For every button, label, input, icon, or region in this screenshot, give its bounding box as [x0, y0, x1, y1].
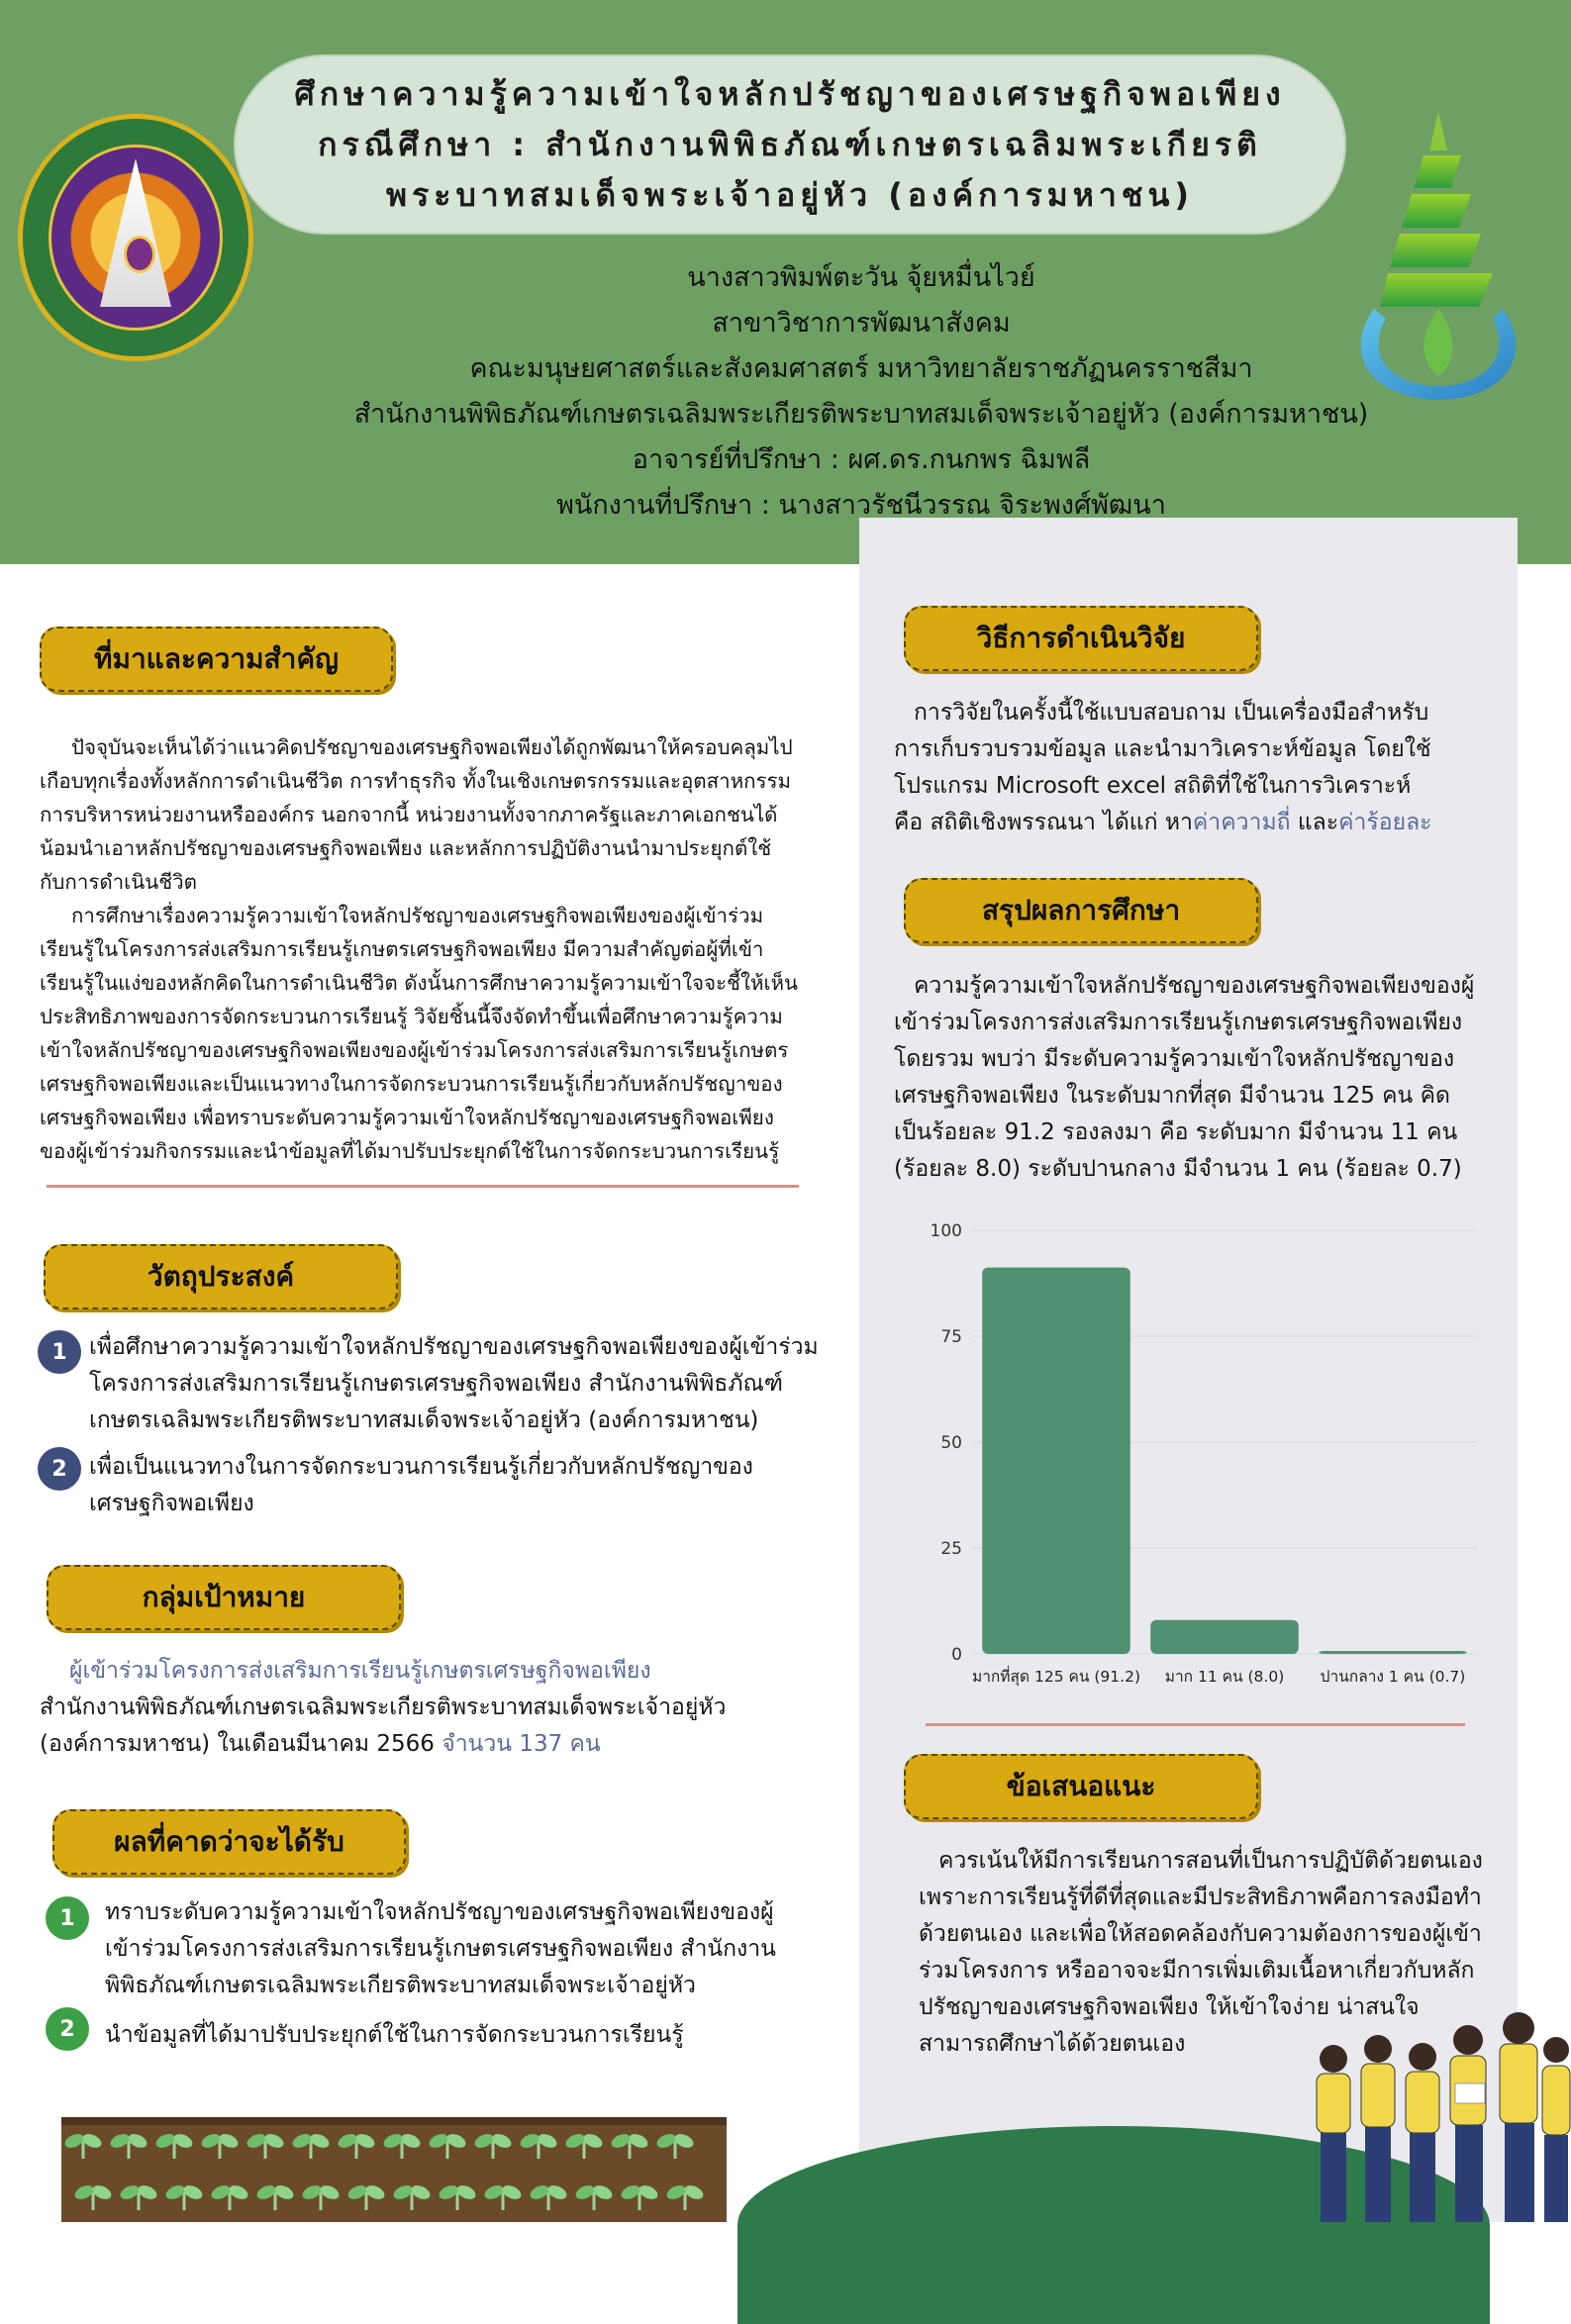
chart-y-tick-label: 25 [940, 1539, 962, 1559]
target-line-2: สำนักงานพิพิธภัณฑ์เกษตรเฉลิมพระเกียรติพระบาทสมเด็จพระเจ้าอยู่หัว [40, 1695, 727, 1720]
background-line: เกือบทุกเรื่องทั้งหลักการดำเนินชีวิต การทำธุรกิจ ทั้งในเชิงเกษตรกรรมและอุตสาหกรรม [40, 769, 792, 793]
expected-line: พิพิธภัณฑ์เกษตรเฉลิมพระเกียรติพระบาทสมเด็จพระเจ้าอยู่หัว [105, 1973, 696, 1998]
suggestion-line: ร่วมโครงการ หรืออาจจะมีการเพิ่มเติมเนื้อหาเกี่ยวกับหลัก [919, 1958, 1475, 1984]
section-label-objectives: วัตถุประสงค์ [44, 1244, 398, 1309]
background-line: เข้าใจหลักปรัชญาของเศรษฐกิจพอเพียงของผู้เข้าร่วมโครงการส่งเสริมการเรียนรู้เกษตร [40, 1038, 789, 1062]
title-line-1: ศึกษาความรู้ความเข้าใจหลักปรัชญาของเศรษฐกิจพอเพียง [294, 74, 1286, 113]
suggestion-line: สามารถศึกษาได้ด้วยตนเอง [919, 2031, 1186, 2057]
target-line-1: ผู้เข้าร่วมโครงการส่งเสริมการเรียนรู้เกษตรเศรษฐกิจพอเพียง [69, 1658, 651, 1684]
author-advisor: อาจารย์ที่ปรึกษา : ผศ.ดร.กนกพร ฉิมพลี [632, 444, 1091, 475]
chart-x-category-label: มาก 11 คน (8.0) [1164, 1668, 1285, 1686]
chart-bar [1319, 1651, 1467, 1654]
objective-line: โครงการส่งเสริมการเรียนรู้เกษตรเศรษฐกิจพอเพียง สำนักงานพิพิธภัณฑ์ [89, 1371, 783, 1397]
expected-line: เข้าร่วมโครงการส่งเสริมการเรียนรู้เกษตรเศรษฐกิจพอเพียง สำนักงาน [105, 1936, 776, 1962]
results-line: เข้าร่วมโครงการส่งเสริมการเรียนรู้เกษตรเศรษฐกิจพอเพียง [894, 1010, 1463, 1035]
background-line: เรียนรู้ในแง่ของหลักคิดในการดำเนินชีวิต ดังนั้นการศึกษาความรู้ความเข้าใจจะชี้ให้เห็น [40, 971, 799, 995]
author-staff-advisor: พนักงานที่ปรึกษา : นางสาวรัชนีวรรณ จิระพงศ์พัฒนา [556, 490, 1166, 521]
title-line-2: กรณีศึกษา : สำนักงานพิพิธภัณฑ์เกษตรเฉลิมพระเกียรติ [318, 125, 1262, 163]
suggestion-line: เพราะการเรียนรู้ที่ดีที่สุดและมีประสิทธิภาพคือการลงมือทำ [919, 1885, 1482, 1910]
method-line-3: โปรแกรม Microsoft excel สถิติที่ใช้ในการวิเคราะห์ [894, 773, 1412, 799]
suggestion-line: ด้วยตนเอง และเพื่อให้สอดคล้องกับความต้องการของผู้เข้า [919, 1921, 1482, 1947]
objective-line: เพื่อเป็นแนวทางในการจัดกระบวนการเรียนรู้เกี่ยวกับหลักปรัชญาของ [89, 1454, 753, 1480]
poster-title-box [234, 54, 1346, 235]
target-count: จำนวน 137 คน [442, 1731, 601, 1757]
section-label-background: ที่มาและความสำคัญ [40, 627, 393, 692]
author-block [158, 255, 1564, 529]
seedling-soil-icon [61, 2103, 727, 2222]
chart-x-category-label: ปานกลาง 1 คน (0.7) [1320, 1668, 1466, 1686]
method-paragraph [894, 695, 1508, 841]
objective-number-1: 1 [38, 1330, 81, 1374]
background-paragraph [40, 730, 832, 1168]
background-line: น้อมนำเอาหลักปรัชญาของเศรษฐกิจพอเพียง และหลักการปฏิบัติงานนำมาประยุกต์ใช้ [40, 836, 772, 860]
objective-item-1 [89, 1329, 851, 1439]
method-percentage: ค่าร้อยละ [1338, 810, 1432, 835]
background-line: เรียนรู้ในโครงการส่งเสริมการเรียนรู้เกษตรเศรษฐกิจพอเพียง มีความสำคัญต่อผู้ที่เข้า [40, 937, 764, 961]
chart-bar [982, 1268, 1130, 1654]
suggestion-line: ปรัชญาของเศรษฐกิจพอเพียง ให้เข้าใจง่าย น่าสนใจ [919, 1994, 1420, 2020]
suggestion-line: ควรเน้นให้มีการเรียนการสอนที่เป็นการปฏิบัติด้วยตนเอง [938, 1848, 1483, 1874]
background-line: การบริหารหน่วยงานหรือองค์กร นอกจากนี้ หน่วยงานทั้งจากภาครัฐและภาคเอกชนได้ [40, 803, 778, 826]
section-label-expected: ผลที่คาดว่าจะได้รับ [52, 1809, 406, 1875]
chart-x-category-label: มากที่สุด 125 คน (91.2) [972, 1668, 1140, 1686]
results-paragraph [894, 968, 1508, 1188]
results-line: โดยรวม พบว่า มีระดับความรู้ความเข้าใจหลักปรัชญาของ [894, 1046, 1455, 1072]
title-line-3: พระบาทสมเด็จพระเจ้าอยู่หัว (องค์การมหาชน) [385, 175, 1194, 214]
results-line: เป็นร้อยละ 91.2 รองลงมา คือ ระดับมาก มีจำนวน 11 คน [894, 1119, 1458, 1145]
method-and: และ [1290, 810, 1339, 835]
chart-y-tick-label: 100 [930, 1221, 962, 1241]
background-line: เศรษฐกิจพอเพียง เพื่อทราบระดับความรู้ความเข้าใจหลักปรัชญาของเศรษฐกิจพอเพียง [40, 1106, 774, 1129]
background-line: การศึกษาเรื่องความรู้ความเข้าใจหลักปรัชญาของเศรษฐกิจพอเพียงของผู้เข้าร่วม [71, 904, 764, 927]
background-line: ปัจจุบันจะเห็นได้ว่าแนวคิดปรัชญาของเศรษฐกิจพอเพียงได้ถูกพัฒนาให้ครอบคลุมไป [71, 735, 793, 759]
author-faculty: คณะมนุษยศาสตร์และสังคมศาสตร์ มหาวิทยาลัยราชภัฏนครราชสีมา [469, 353, 1253, 384]
section-divider [47, 1185, 799, 1188]
objective-item-2 [89, 1449, 851, 1522]
section-label-method: วิธีการดำเนินวิจัย [904, 606, 1258, 671]
seal-core [124, 236, 155, 273]
results-line: เศรษฐกิจพอเพียง ในระดับมากที่สุด มีจำนวน 125 คน คิด [894, 1083, 1450, 1109]
background-line: กับการดำเนินชีวิต [40, 870, 197, 894]
background-line: ประสิทธิภาพของการจัดกระบวนการเรียนรู้ วิจัยชิ้นนี้จึงจัดทำขึ้นเพื่อศึกษาความรู้ความ [40, 1005, 783, 1028]
expected-item-2 [105, 2017, 837, 2054]
chart-y-tick-label: 50 [940, 1433, 962, 1453]
section-divider [926, 1723, 1465, 1726]
target-line-3 [40, 1726, 832, 1763]
expected-line: ทราบระดับความรู้ความเข้าใจหลักปรัชญาของเศรษฐกิจพอเพียงของผู้ [105, 1899, 774, 1925]
target-paragraph [40, 1653, 832, 1763]
expected-number-2: 2 [46, 2007, 89, 2051]
expected-number-1: 1 [46, 1896, 89, 1940]
results-bar-chart [911, 1206, 1485, 1700]
chart-bar [1150, 1620, 1299, 1654]
author-name: นางสาวพิมพ์ตะวัน จุ้ยหมื่นไวย์ [687, 262, 1035, 293]
expected-item-1 [105, 1894, 837, 2004]
objective-line: เกษตรเฉลิมพระเกียรติพระบาทสมเด็จพระเจ้าอยู่หัว (องค์การมหาชน) [89, 1407, 759, 1433]
objective-number-2: 2 [38, 1447, 81, 1491]
background-line: เศรษฐกิจพอเพียงและเป็นแนวทางในการจัดกระบวนการเรียนรู้เกี่ยวกับหลักปรัชญาของ [40, 1072, 783, 1096]
chart-y-tick-label: 75 [940, 1327, 962, 1347]
method-line-4 [894, 805, 1508, 841]
method-line-4-text: คือ สถิติเชิงพรรณนา ได้แก่ หา [894, 810, 1193, 835]
results-line: (ร้อยละ 8.0) ระดับปานกลาง มีจำนวน 1 คน (ร้อยละ 0.7) [894, 1156, 1462, 1182]
chart-y-tick-label: 0 [951, 1645, 962, 1665]
target-line-3-text: (องค์การมหาชน) ในเดือนมีนาคม 2566 [40, 1731, 435, 1757]
author-organization: สำนักงานพิพิธภัณฑ์เกษตรเฉลิมพระเกียรติพระบาทสมเด็จพระเจ้าอยู่หัว (องค์การมหาชน) [353, 399, 1369, 430]
author-program: สาขาวิชาการพัฒนาสังคม [712, 308, 1011, 339]
section-label-suggestion: ข้อเสนอแนะ [904, 1754, 1258, 1819]
method-line-1: การวิจัยในครั้งนี้ใช้แบบสอบถาม เป็นเครื่องมือสำหรับ [914, 700, 1429, 726]
results-line: ความรู้ความเข้าใจหลักปรัชญาของเศรษฐกิจพอเพียงของผู้ [914, 973, 1475, 999]
expected-line: นำข้อมูลที่ได้มาปรับประยุกต์ใช้ในการจัดกระบวนการเรียนรู้ [105, 2022, 684, 2048]
method-frequency: ค่าความถี่ [1192, 810, 1291, 835]
objective-line: เศรษฐกิจพอเพียง [89, 1491, 254, 1516]
students-photo-icon [1307, 2004, 1571, 2222]
method-line-2: การเก็บรวบรวมข้อมูล และนำมาวิเคราะห์ข้อมูล โดยใช้ [894, 736, 1431, 762]
section-label-results: สรุปผลการศึกษา [904, 878, 1258, 943]
background-line: ของผู้เข้าร่วมกิจกรรมและนำข้อมูลที่ได้มาปรับประยุกต์ใช้ในการจัดกระบวนการเรียนรู้ [40, 1139, 780, 1163]
objective-line: เพื่อศึกษาความรู้ความเข้าใจหลักปรัชญาของเศรษฐกิจพอเพียงของผู้เข้าร่วม [89, 1334, 819, 1360]
section-label-target: กลุ่มเป้าหมาย [47, 1565, 401, 1630]
